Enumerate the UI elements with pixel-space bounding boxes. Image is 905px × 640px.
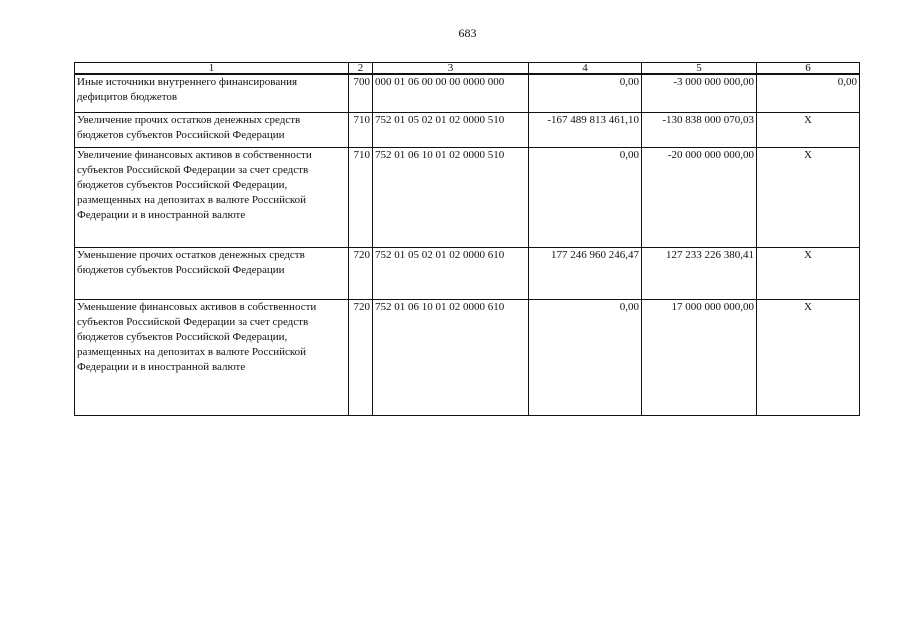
row-value-col4: 0,00 (529, 74, 642, 112)
row-value-col5: 127 233 226 380,41 (642, 247, 757, 299)
row-value-col6: X (757, 112, 860, 147)
row-name: Увеличение прочих остатков денежных средств бюджетов субъектов Российской Федерации (75, 112, 349, 147)
row-value-col5: -3 000 000 000,00 (642, 74, 757, 112)
row-value-col5: -130 838 000 070,03 (642, 112, 757, 147)
row-value-col5: 17 000 000 000,00 (642, 299, 757, 415)
column-header-5: 5 (642, 63, 757, 75)
row-value-col4: -167 489 813 461,10 (529, 112, 642, 147)
budget-sources-table (74, 62, 860, 416)
table-row (75, 74, 860, 112)
row-line-code: 720 (349, 247, 373, 299)
row-value-col6: X (757, 247, 860, 299)
row-budget-code: 752 01 05 02 01 02 0000 510 (373, 112, 529, 147)
row-value-col5: -20 000 000 000,00 (642, 147, 757, 247)
row-value-col4: 0,00 (529, 299, 642, 415)
row-value-col6: X (757, 147, 860, 247)
row-budget-code: 752 01 05 02 01 02 0000 610 (373, 247, 529, 299)
row-budget-code: 752 01 06 10 01 02 0000 610 (373, 299, 529, 415)
table-row (75, 112, 860, 147)
row-name: Увеличение финансовых активов в собственности субъектов Российской Федерации за счет средств бюджетов субъектов Российской Федерации, размещенных на депозитах в валюте Российской Федерации и в иностранной валюте (75, 147, 349, 247)
table-header-row (75, 63, 860, 75)
page-number: 683 (458, 26, 477, 40)
row-name: Уменьшение финансовых активов в собственности субъектов Российской Федерации за счет средств бюджетов субъектов Российской Федерации, размещенных на депозитах в валюте Российской Федерации и в иностранной валюте (75, 299, 349, 415)
row-name: Уменьшение прочих остатков денежных средств бюджетов субъектов Российской Федерации (75, 247, 349, 299)
row-value-col6: 0,00 (757, 74, 860, 112)
column-header-2: 2 (349, 63, 373, 75)
row-line-code: 720 (349, 299, 373, 415)
row-value-col4: 177 246 960 246,47 (529, 247, 642, 299)
table-row (75, 147, 860, 247)
row-name: Иные источники внутреннего финансирования дефицитов бюджетов (75, 74, 349, 112)
row-value-col4: 0,00 (529, 147, 642, 247)
row-value-col6: X (757, 299, 860, 415)
column-header-1: 1 (75, 63, 349, 75)
column-header-4: 4 (529, 63, 642, 75)
column-header-6: 6 (757, 63, 860, 75)
row-line-code: 710 (349, 147, 373, 247)
row-budget-code: 000 01 06 00 00 00 0000 000 (373, 74, 529, 112)
row-budget-code: 752 01 06 10 01 02 0000 510 (373, 147, 529, 247)
row-line-code: 700 (349, 74, 373, 112)
row-line-code: 710 (349, 112, 373, 147)
table-row (75, 247, 860, 299)
table-row (75, 299, 860, 415)
column-header-3: 3 (373, 63, 529, 75)
